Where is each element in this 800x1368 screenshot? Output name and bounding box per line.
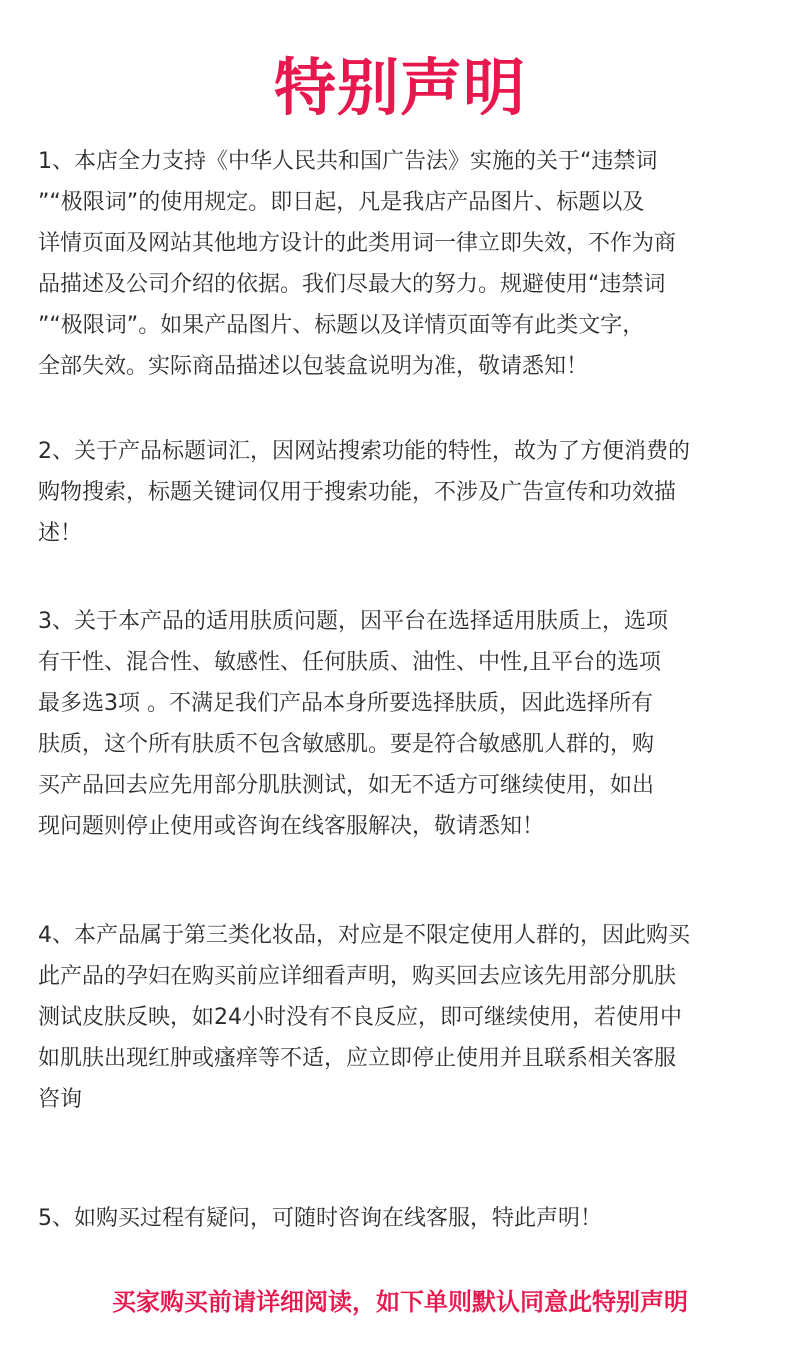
statement-paragraph-3: 3、关于本产品的适用肤质问题，因平台在选择适用肤质上，选项 有干性、混合性、敏感性、任何肤质、油性、中性,且平台的选项 最多选3项 。不满足我们产品本身所要选择肤质，因此选择所有 肤质，这个所有肤质不包含敏感肌。要是符合敏感肌人群的，购 买产品回去应先用部分肌肤测试，如无不适方可继续使用，如出 现问题则停止使用或咨询在线客服解决，敬请悉知！ bbox=[38, 609, 668, 839]
statement-paragraph-1: 1、本店全力支持《中华人民共和国广告法》实施的关于“违禁词 ”“极限词”的使用规定。即日起，凡是我店产品图片、标题以及 详情页面及网站其他地方设计的此类用词一律立即失效，不作为商 品描述及公司介绍的依据。我们尽最大的努力。规避使用“违禁词 ”“极限词”。如果产品图片、标题以及详情页面等有此类文字， 全部失效。实际商品描述以包装盒说明为准，敬请悉知！ bbox=[38, 149, 677, 379]
statement-paragraph-2: 2、关于产品标题词汇，因网站搜索功能的特性，故为了方便消费的 购物搜索，标题关键词仅用于搜索功能，不涉及广告宣传和功效描 述！ bbox=[38, 439, 690, 546]
statement-paragraph-4: 4、本产品属于第三类化妆品，对应是不限定使用人群的，因此购买 此产品的孕妇在购买前应详细看声明，购买回去应该先用部分肌肤 测试皮肤反映，如24小时没有不良反应，即可继续使用，若使用中 如肌肤出现红肿或瘙痒等不适，应立即停止使用并且联系相关客服 咨询 bbox=[38, 923, 690, 1112]
statement-paragraph-5: 5、如购买过程有疑问，可随时咨询在线客服，特此声明！ bbox=[38, 1206, 602, 1231]
footer-notice: 买家购买前请详细阅读，如下单则默认同意此特别声明 bbox=[112, 1288, 688, 1316]
document-title: 特别声明 bbox=[273, 51, 526, 124]
